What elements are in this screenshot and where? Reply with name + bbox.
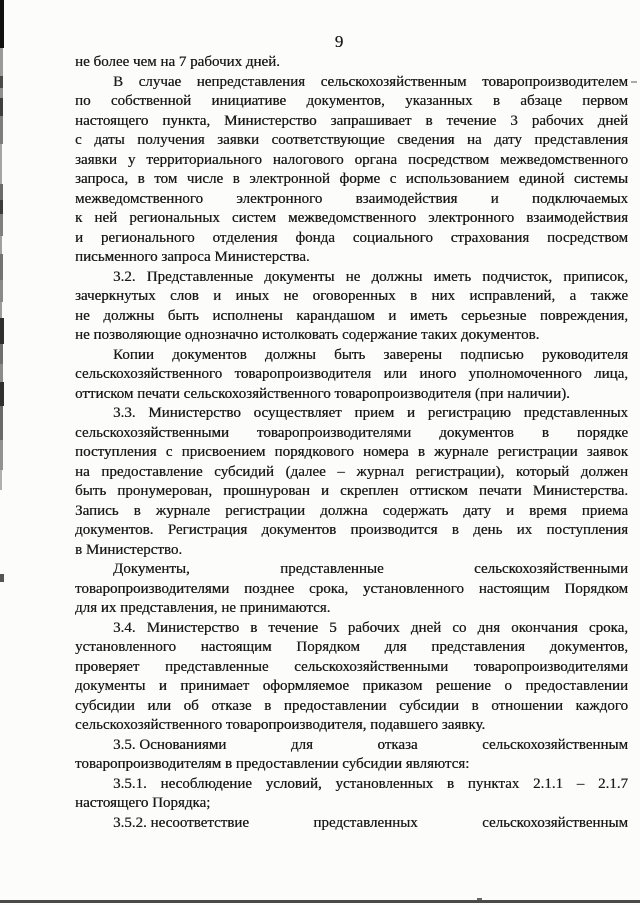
document-line: не более чем на 7 рабочих дней. [75, 54, 280, 70]
document-line: сельскохозяйственными товаропроизводителями документов в порядке [75, 424, 628, 441]
document-line: товаропроизводителям в предоставлении субсидии являются: [75, 756, 470, 772]
document-line: 3.4. Министерство в течение 5 рабочих дней со дня окончания срока, [113, 619, 628, 636]
scan-strip-segment [0, 280, 3, 302]
document-line: документы и принимает оформляемое приказом решение о предоставлении [75, 678, 628, 694]
document-line: на предоставление субсидий (далее – журнал регистрации), который должен [75, 463, 628, 480]
document-line [75, 560, 628, 580]
line-word-group: Документы, [113, 561, 190, 577]
document-line: В случае непредставления сельскохозяйственным товаропроизводителем [113, 73, 628, 90]
line-word-group: отказа [377, 736, 418, 753]
document-line: проверяет представленные сельскохозяйственными товаропроизводителями [75, 658, 628, 675]
scan-strip-segment [0, 116, 3, 144]
scan-strip-segment [0, 236, 2, 254]
document-line: установленного настоящим Порядком для представления документов, [75, 639, 628, 655]
document-line: 3.5.1. несоблюдение условий, установленных в пунктах 2.1.1 – 2.1.7 [113, 775, 628, 792]
scan-strip-segment [0, 344, 3, 364]
scan-strip-segment [0, 144, 2, 184]
scan-strip-segment [0, 184, 3, 200]
scan-strip-segment [0, 48, 3, 76]
document-line: заявки у территориального налогового органа посредством межведомственного [75, 151, 628, 168]
document-line: к ней региональных систем межведомственного электронного взаимодействия [75, 210, 628, 226]
scan-strip-segment [0, 76, 3, 88]
document-line: зачеркнутых слов и иных не оговоренных в них исправлений, а также [75, 288, 628, 304]
scan-strip-segment [0, 88, 3, 98]
line-word-group: представленных [313, 814, 418, 831]
line-word-group: 3.5.2. несоответствие [113, 814, 249, 831]
document-line: оттиском печати сельскохозяйственного товаропроизводителя (при наличии). [75, 385, 570, 402]
line-word-group: для [290, 736, 313, 753]
scan-strip-segment [0, 470, 2, 490]
document-line: Копии документов должны быть заверены подписью руководителя [113, 346, 628, 363]
scan-strip-segment [0, 254, 3, 280]
document-line: товаропроизводителями позднее срока, установленного настоящим Порядком [75, 580, 628, 597]
scan-strip-segment [0, 0, 4, 48]
document-line: и регионального отделения фонда социального страхования посредством [75, 229, 628, 246]
document-line: запроса, в том числе в электронной форме с использованием единой системы [75, 171, 628, 187]
document-line [75, 814, 628, 834]
document-line: межведомственного электронного взаимодействия и подключаемых [75, 190, 628, 207]
scan-strip-segment [0, 574, 4, 582]
line-word-group: сельскохозяйственными [474, 561, 628, 577]
document-line: не должны быть исполнены карандашом и иметь серьезные повреждения, [75, 307, 628, 324]
scan-strip-segment [0, 200, 3, 214]
document-line: в Министерство. [75, 541, 183, 558]
document-line [75, 736, 628, 756]
document-line: 3.3. Министерство осуществляет прием и регистрацию представленных [113, 405, 628, 421]
scan-strip-segment [0, 406, 3, 440]
document-line: настоящего Порядка; [75, 795, 211, 811]
document-line: Запись в журнале регистрации должна содержать дату и время приема [75, 502, 628, 519]
scan-strip-segment [0, 302, 2, 318]
document-line: поступления с присвоением порядкового номера в журнале регистрации заявок [75, 444, 628, 460]
document-line: не позволяющие однозначно истолковать содержание таких документов. [75, 327, 540, 343]
document-line: сельскохозяйственного товаропроизводителя или иного уполномоченного лица, [75, 366, 628, 382]
scan-speck [477, 898, 482, 900]
scan-strip-segment [0, 440, 3, 470]
document-line: субсидии или об отказе в предоставлении субсидии в отношении каждого [75, 697, 628, 714]
scan-strip-segment [0, 318, 4, 344]
bottom-scan-bar [0, 900, 640, 903]
document-line: документов. Регистрация документов производится в день их поступления [75, 522, 628, 538]
scan-strip-segment [0, 214, 3, 236]
document-line: письменного запроса Министерства. [75, 249, 310, 265]
page-number: 9 [334, 32, 344, 51]
scan-dash [631, 81, 637, 83]
scan-strip-segment [0, 98, 3, 116]
document-line: по собственной инициативе документов, указанных в абзаце первом [75, 93, 628, 109]
document-body [75, 53, 628, 833]
scan-strip-segment [0, 382, 4, 406]
document-line: сельскохозяйственного товаропроизводителя, подавшего заявку. [75, 717, 486, 733]
document-line: настоящего пункта, Министерство запрашивает в течение 3 рабочих дней [75, 112, 628, 129]
document-line: с даты получения заявки соответствующие сведения на дату представления [75, 132, 628, 148]
line-word-group: представленные [280, 561, 384, 577]
line-word-group: сельскохозяйственным [482, 814, 628, 831]
scan-edge-artifact [0, 0, 5, 600]
line-word-group: 3.5. Основаниями [113, 736, 227, 753]
document-line: 3.2. Представленные документы не должны иметь подчисток, приписок, [113, 268, 628, 285]
scan-strip-segment [0, 364, 3, 382]
document-line: для их представления, не принимаются. [75, 600, 331, 616]
document-line: быть пронумерован, прошнурован и скреплен оттиском печати Министерства. [75, 483, 628, 499]
line-word-group: сельскохозяйственным [482, 736, 628, 753]
